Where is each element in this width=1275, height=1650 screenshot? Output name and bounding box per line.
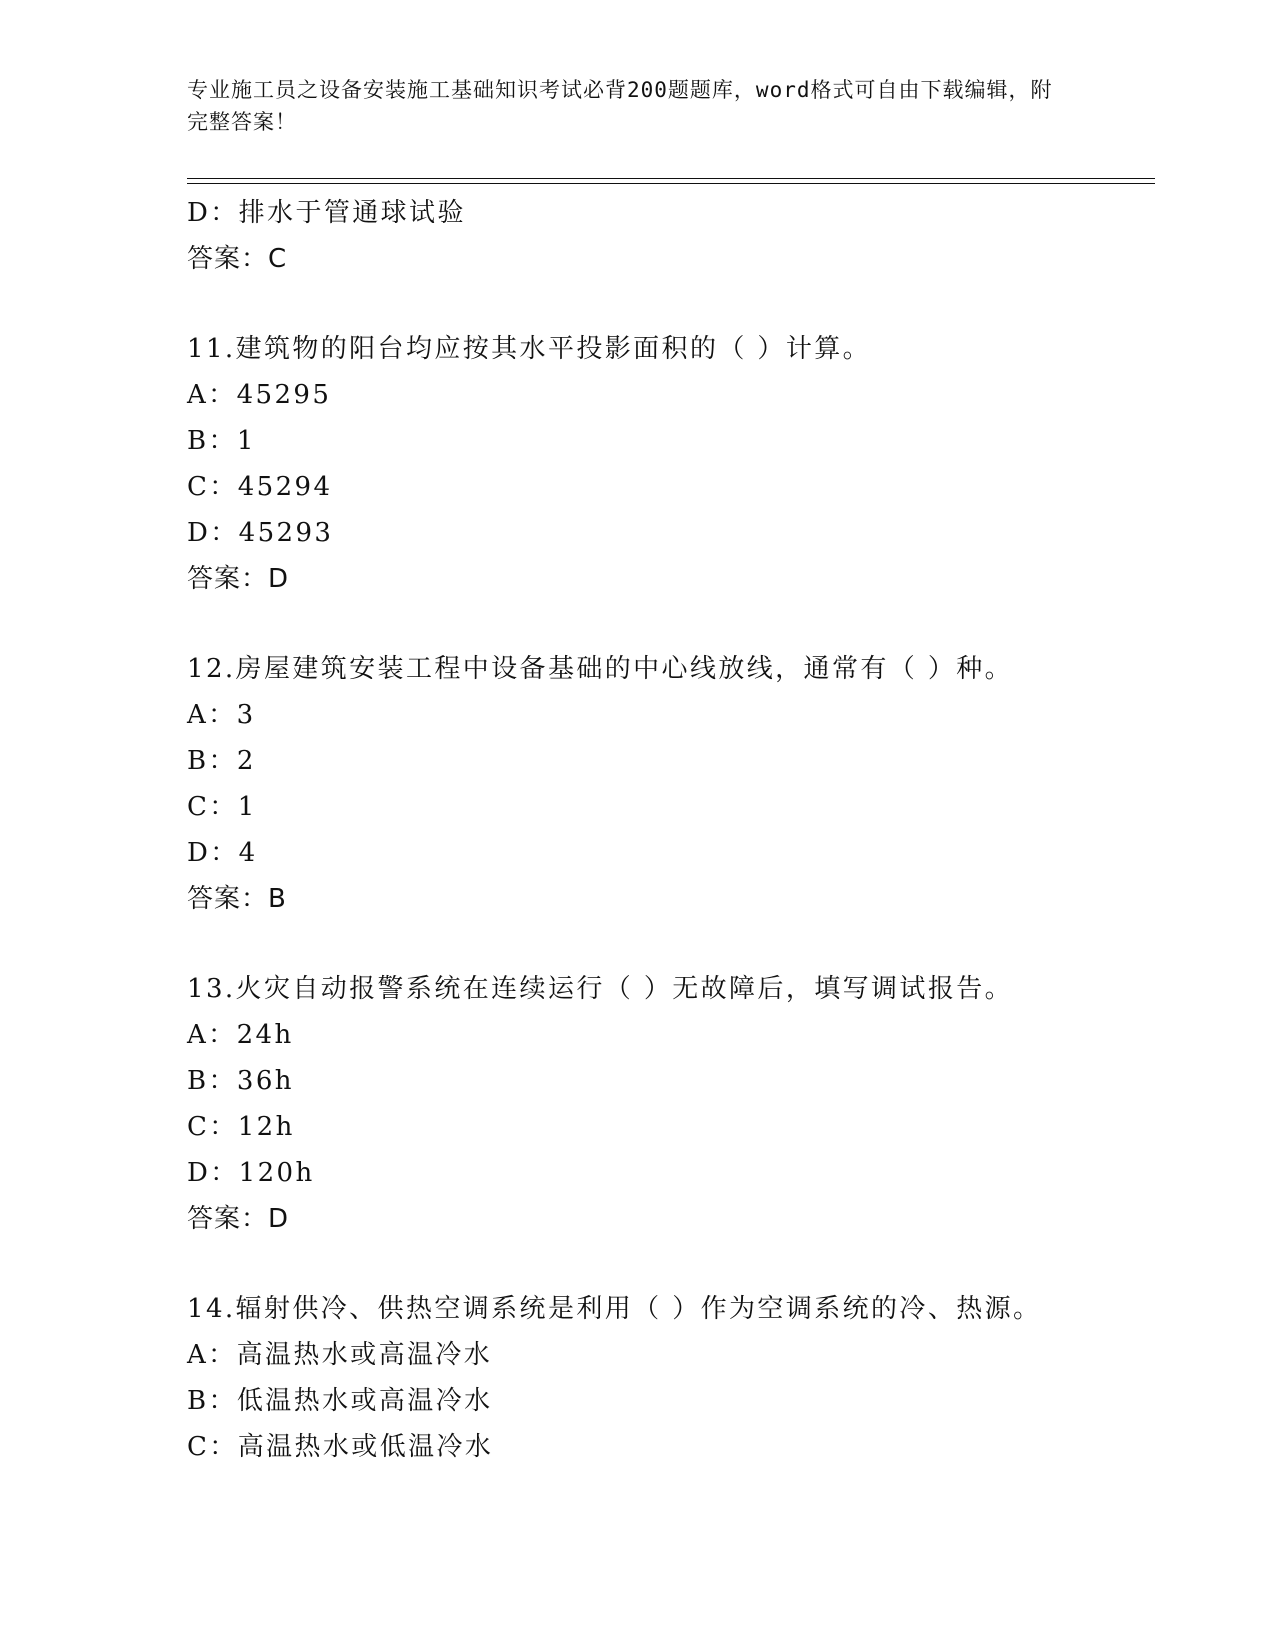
spacer: [187, 602, 1155, 646]
option-c: C：1: [187, 792, 257, 822]
option-d: D：45293: [187, 518, 334, 548]
option-d: D：4: [187, 838, 258, 868]
option-c: C：12h: [187, 1112, 295, 1142]
header-rule-top: [187, 178, 1155, 179]
option-a: A：3: [187, 700, 256, 730]
question-stem: 12.房屋建筑安装工程中设备基础的中心线放线，通常有（ ）种。: [187, 654, 1014, 684]
spacer: [187, 282, 1155, 326]
header-rule-bottom: [187, 183, 1155, 184]
question-block-14: [187, 1286, 1155, 1470]
question-block-13: [187, 966, 1155, 1242]
option-a: A：45295: [187, 380, 332, 410]
option-b: B：2: [187, 746, 256, 776]
question-block-12: [187, 646, 1155, 922]
answer-line: 答案：B: [187, 884, 287, 914]
option-d: D：排水于管通球试验: [187, 198, 466, 228]
option-d: D：120h: [187, 1158, 315, 1188]
question-content: [187, 190, 1155, 1470]
question-stem: 13.火灾自动报警系统在连续运行（ ）无故障后，填写调试报告。: [187, 974, 1014, 1004]
option-a: A：24h: [187, 1020, 294, 1050]
answer-line: 答案：D: [187, 1204, 290, 1234]
question-stem: 14.辐射供冷、供热空调系统是利用（ ）作为空调系统的冷、热源。: [187, 1294, 1042, 1324]
option-c: C：高温热水或低温冷水: [187, 1432, 494, 1462]
spacer: [187, 922, 1155, 966]
spacer: [187, 1242, 1155, 1286]
question-block-11: [187, 326, 1155, 602]
option-b: B：36h: [187, 1066, 294, 1096]
option-b: B：1: [187, 426, 256, 456]
document-header: 专业施工员之设备安装施工基础知识考试必背200题题库，word格式可自由下载编辑，附完整答案！: [187, 78, 1053, 134]
answer-line: 答案：D: [187, 564, 290, 594]
option-c: C：45294: [187, 472, 333, 502]
question-stem: 11.建筑物的阳台均应按其水平投影面积的（ ）计算。: [187, 334, 872, 364]
option-a: A：高温热水或高温冷水: [187, 1340, 493, 1370]
answer-line: 答案：C: [187, 244, 288, 274]
option-b: B：低温热水或高温冷水: [187, 1386, 493, 1416]
